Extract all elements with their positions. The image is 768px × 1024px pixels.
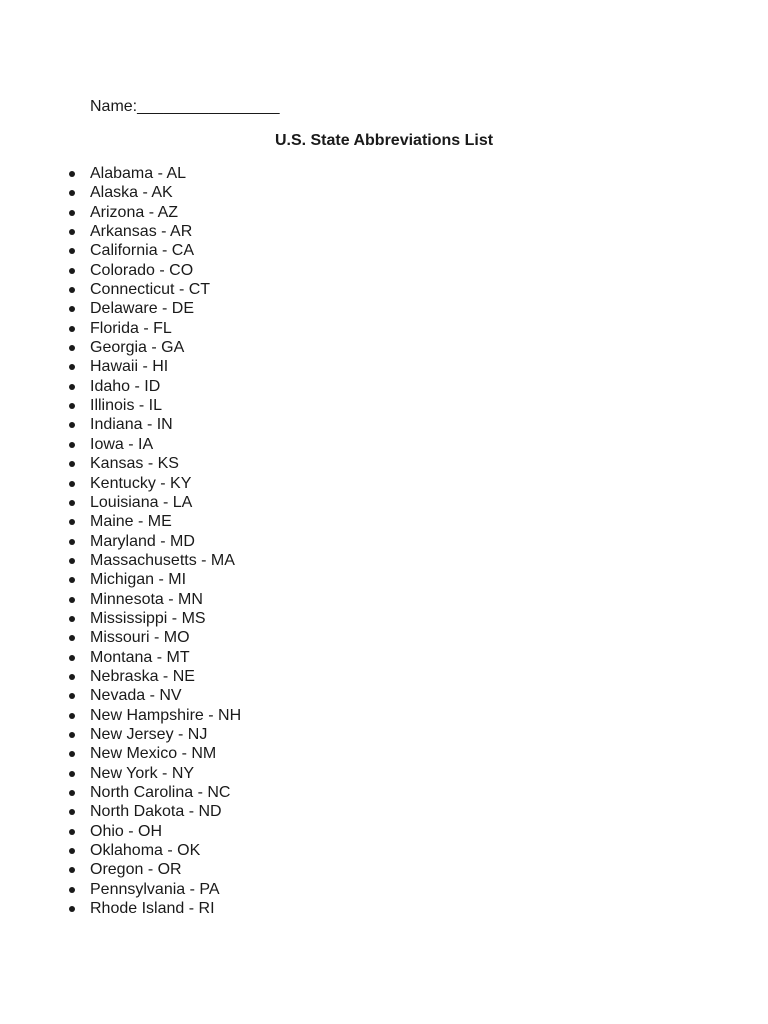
- state-entry-text: Arizona - AZ: [90, 203, 179, 221]
- list-item: [0, 338, 241, 357]
- bullet-icon: [69, 306, 75, 312]
- state-entry-text: New Hampshire - NH: [90, 706, 242, 724]
- bullet-icon: [69, 481, 75, 487]
- state-entry-text: Maryland - MD: [90, 532, 195, 550]
- state-entry-text: Maine - ME: [90, 513, 172, 531]
- state-entry-text: Louisiana - LA: [90, 493, 193, 511]
- bullet-icon: [69, 248, 75, 254]
- list-item: [0, 686, 241, 705]
- state-entry-text: North Carolina - NC: [90, 784, 231, 801]
- bullet-icon: [69, 597, 75, 603]
- state-entry-text: Oregon - OR: [90, 861, 182, 879]
- list-item: [0, 609, 241, 628]
- state-entry-text: Nebraska - NE: [90, 667, 195, 685]
- bullet-icon: [69, 693, 75, 699]
- list-item: [0, 744, 241, 763]
- bullet-icon: [69, 674, 75, 680]
- list-item: [0, 493, 241, 512]
- bullet-icon: [69, 558, 75, 564]
- state-entry-text: Ohio - OH: [90, 822, 163, 840]
- list-item: [0, 183, 241, 202]
- state-entry-text: Mississippi - MS: [90, 609, 206, 627]
- list-item: [0, 899, 241, 918]
- list-item: [0, 357, 241, 376]
- state-entry-text: Minnesota - MN: [90, 590, 203, 608]
- state-entry-text: Michigan - MI: [90, 571, 187, 589]
- list-item: [0, 725, 241, 744]
- list-item: [0, 299, 241, 318]
- list-item: [0, 319, 241, 338]
- bullet-icon: [69, 384, 75, 390]
- state-entry-text: Georgia - GA: [90, 339, 185, 357]
- state-entry-text: Illinois - IL: [90, 397, 163, 415]
- list-item: [0, 802, 241, 821]
- list-item: [0, 860, 241, 879]
- bullet-icon: [69, 887, 75, 893]
- list-item: [0, 570, 241, 589]
- state-entry-text: Alaska - AK: [90, 184, 173, 202]
- bullet-icon: [69, 635, 75, 641]
- list-item: [0, 261, 241, 280]
- bullet-icon: [69, 790, 75, 796]
- list-item: [0, 667, 241, 686]
- name-field-label: Name:________________: [90, 98, 280, 115]
- state-entry-text: Montana - MT: [90, 648, 190, 666]
- bullet-icon: [69, 616, 75, 622]
- bullet-icon: [69, 461, 75, 467]
- state-entry-text: Connecticut - CT: [90, 281, 211, 299]
- state-entry-text: Delaware - DE: [90, 300, 195, 318]
- bullet-icon: [69, 500, 75, 506]
- list-item: [0, 435, 241, 454]
- state-entry-text: Kentucky - KY: [90, 474, 192, 492]
- bullet-icon: [69, 655, 75, 661]
- list-item: [0, 203, 241, 222]
- bullet-icon: [69, 210, 75, 216]
- state-entry-text: Florida - FL: [90, 319, 172, 337]
- state-entry-text: Oklahoma - OK: [90, 842, 201, 860]
- list-item: [0, 377, 241, 396]
- list-item: [0, 474, 241, 493]
- bullet-icon: [69, 867, 75, 873]
- bullet-icon: [69, 403, 75, 409]
- state-entry-text: Nevada - NV: [90, 687, 182, 705]
- bullet-icon: [69, 190, 75, 196]
- list-item: [0, 841, 241, 860]
- state-entry-text: New Mexico - NM: [90, 745, 217, 763]
- bullet-icon: [69, 422, 75, 428]
- state-entry-text: Indiana - IN: [90, 416, 173, 434]
- list-item: [0, 551, 241, 570]
- list-item: [0, 454, 241, 473]
- bullet-icon: [69, 442, 75, 448]
- state-entry-text: Arkansas - AR: [90, 223, 193, 241]
- state-entry-text: Kansas - KS: [90, 455, 179, 473]
- state-entry-text: Missouri - MO: [90, 629, 190, 647]
- bullet-icon: [69, 771, 75, 777]
- state-abbreviation-list: [0, 164, 241, 918]
- bullet-icon: [69, 539, 75, 545]
- list-item: [0, 164, 241, 183]
- list-item: [0, 590, 241, 609]
- state-entry-text: Pennsylvania - PA: [90, 880, 220, 898]
- bullet-icon: [69, 713, 75, 719]
- bullet-icon: [69, 732, 75, 738]
- list-item: [0, 396, 241, 415]
- bullet-icon: [69, 577, 75, 583]
- bullet-icon: [69, 345, 75, 351]
- bullet-icon: [69, 809, 75, 815]
- list-item: [0, 880, 241, 899]
- state-entry-text: Massachusetts - MA: [90, 551, 235, 569]
- bullet-icon: [69, 287, 75, 293]
- list-item: [0, 222, 241, 241]
- bullet-icon: [69, 268, 75, 274]
- state-entry-text: New Jersey - NJ: [90, 725, 208, 743]
- bullet-icon: [69, 829, 75, 835]
- state-entry-text: Hawaii - HI: [90, 358, 169, 376]
- list-item: [0, 241, 241, 260]
- state-entry-text: California - CA: [90, 242, 195, 260]
- list-item: [0, 415, 241, 434]
- bullet-icon: [69, 326, 75, 332]
- state-entry-text: Colorado - CO: [90, 261, 194, 279]
- list-item: [0, 706, 241, 725]
- list-item: [0, 648, 241, 667]
- state-entry-text: Rhode Island - RI: [90, 900, 215, 918]
- list-item: [0, 532, 241, 551]
- state-entry-text: Iowa - IA: [90, 435, 154, 453]
- bullet-icon: [69, 519, 75, 525]
- state-entry-text: Alabama - AL: [90, 165, 187, 182]
- list-item: [0, 628, 241, 647]
- state-entry-text: North Dakota - ND: [90, 803, 222, 821]
- bullet-icon: [69, 751, 75, 757]
- state-entry-text: Idaho - ID: [90, 377, 161, 395]
- list-item: [0, 764, 241, 783]
- list-item: [0, 783, 241, 802]
- bullet-icon: [69, 364, 75, 370]
- bullet-icon: [69, 171, 75, 177]
- list-item: [0, 512, 241, 531]
- list-item: [0, 280, 241, 299]
- bullet-icon: [69, 848, 75, 854]
- bullet-icon: [69, 906, 75, 912]
- list-item: [0, 822, 241, 841]
- state-entry-text: New York - NY: [90, 764, 195, 782]
- document-title: U.S. State Abbreviations List: [274, 132, 494, 149]
- bullet-icon: [69, 229, 75, 235]
